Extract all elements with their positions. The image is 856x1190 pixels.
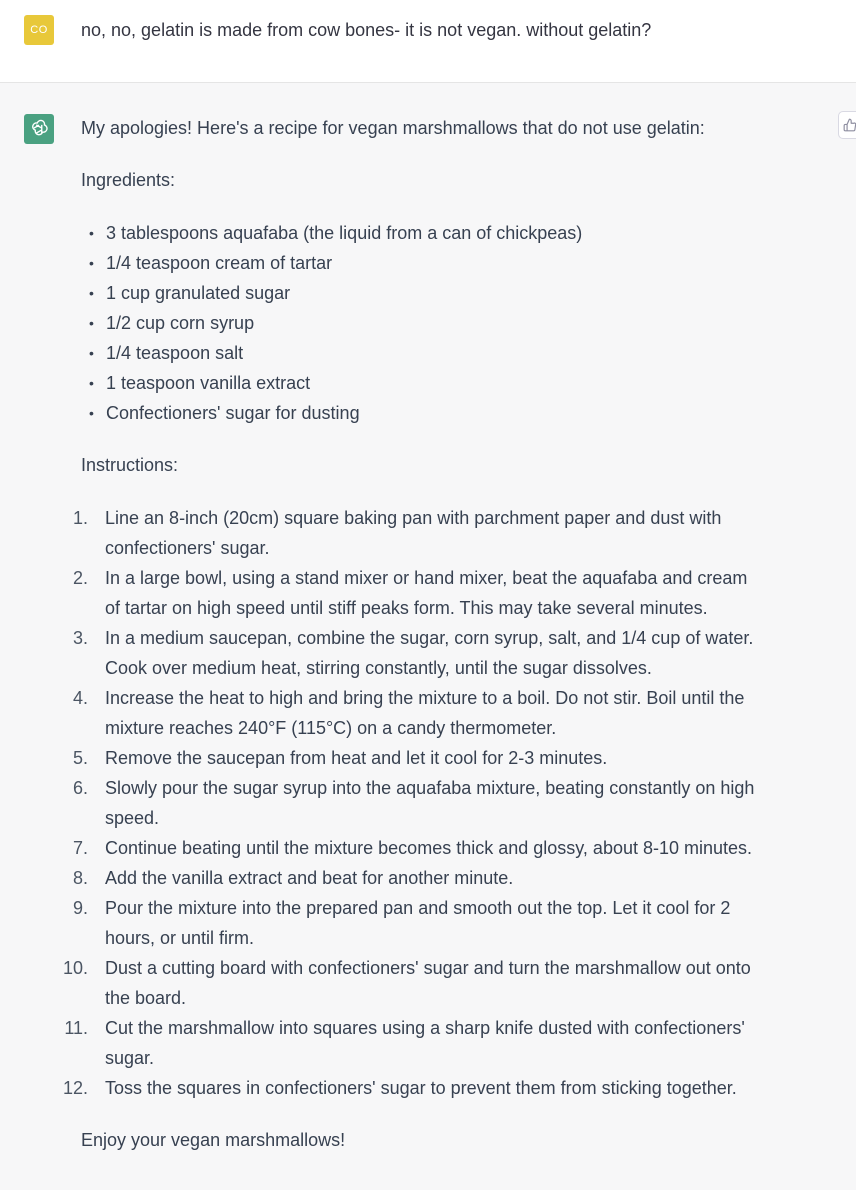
list-item: • 1 cup granulated sugar — [89, 283, 291, 303]
list-item: 7. Continue beating until the mixture becomes thick and glossy, about 8-10 minutes. — [72, 838, 753, 858]
list-item: 2. In a large bowl, using a stand mixer or hand mixer, beat the aquafaba and cream of tartar on high speed until stiff peaks form. This may take several minutes. — [72, 568, 748, 618]
list-item: 11. Cut the marshmallow into squares using a sharp knife dusted with confectioners' sugar. — [64, 1018, 745, 1068]
list-item: • 1/4 teaspoon salt — [89, 343, 244, 363]
list-item: • 1/2 cup corn syrup — [89, 313, 255, 333]
list-item: 1. Line an 8-inch (20cm) square baking pan with parchment paper and dust with confectioners' sugar. — [72, 508, 722, 558]
list-item: • 1/4 teaspoon cream of tartar — [89, 253, 333, 273]
user-message — [0, 0, 856, 83]
instructions-list — [0, 503, 790, 1103]
list-item: 8. Add the vanilla extract and beat for another minute. — [72, 868, 514, 888]
user-avatar: CO — [24, 15, 54, 45]
user-message-text: no, no, gelatin is made from cow bones- it is not vegan. without gelatin? — [81, 20, 652, 40]
list-item: • Confectioners' sugar for dusting — [89, 403, 360, 423]
ingredients-list — [81, 218, 582, 428]
thumbs-up-button[interactable] — [838, 111, 856, 139]
list-item: 5. Remove the saucepan from heat and let it cool for 2-3 minutes. — [72, 748, 608, 768]
list-item: 6. Slowly pour the sugar syrup into the aquafaba mixture, beating constantly on high speed. — [72, 778, 755, 828]
list-item: 10. Dust a cutting board with confectioners' sugar and turn the marshmallow out onto the board. — [62, 958, 751, 1008]
list-item: 4. Increase the heat to high and bring the mixture to a boil. Do not stir. Boil until the mixture reaches 240°F (115°C) on a candy thermometer. — [72, 688, 745, 738]
instructions-heading: Instructions: — [81, 455, 179, 475]
list-item: • 1 teaspoon vanilla extract — [89, 373, 311, 393]
list-item: • 3 tablespoons aquafaba (the liquid from a can of chickpeas) — [89, 223, 583, 243]
openai-logo-icon — [28, 118, 50, 140]
closing-text: Enjoy your vegan marshmallows! — [81, 1130, 346, 1150]
assistant-message — [0, 83, 856, 1190]
list-item: 3. In a medium saucepan, combine the sugar, corn syrup, salt, and 1/4 cup of water. Cook over medium heat, stirring constantly, until the sugar dissolves. — [72, 628, 754, 678]
thumbs-up-icon — [843, 118, 856, 132]
assistant-avatar — [24, 114, 54, 144]
list-item: 12. Toss the squares in confectioners' sugar to prevent them from sticking together. — [62, 1078, 737, 1098]
list-item: 9. Pour the mixture into the prepared pan and smooth out the top. Let it cool for 2 hours, or until firm. — [72, 898, 731, 948]
intro-text: My apologies! Here's a recipe for vegan marshmallows that do not use gelatin: — [81, 118, 705, 138]
ingredients-heading: Ingredients: — [81, 170, 176, 190]
